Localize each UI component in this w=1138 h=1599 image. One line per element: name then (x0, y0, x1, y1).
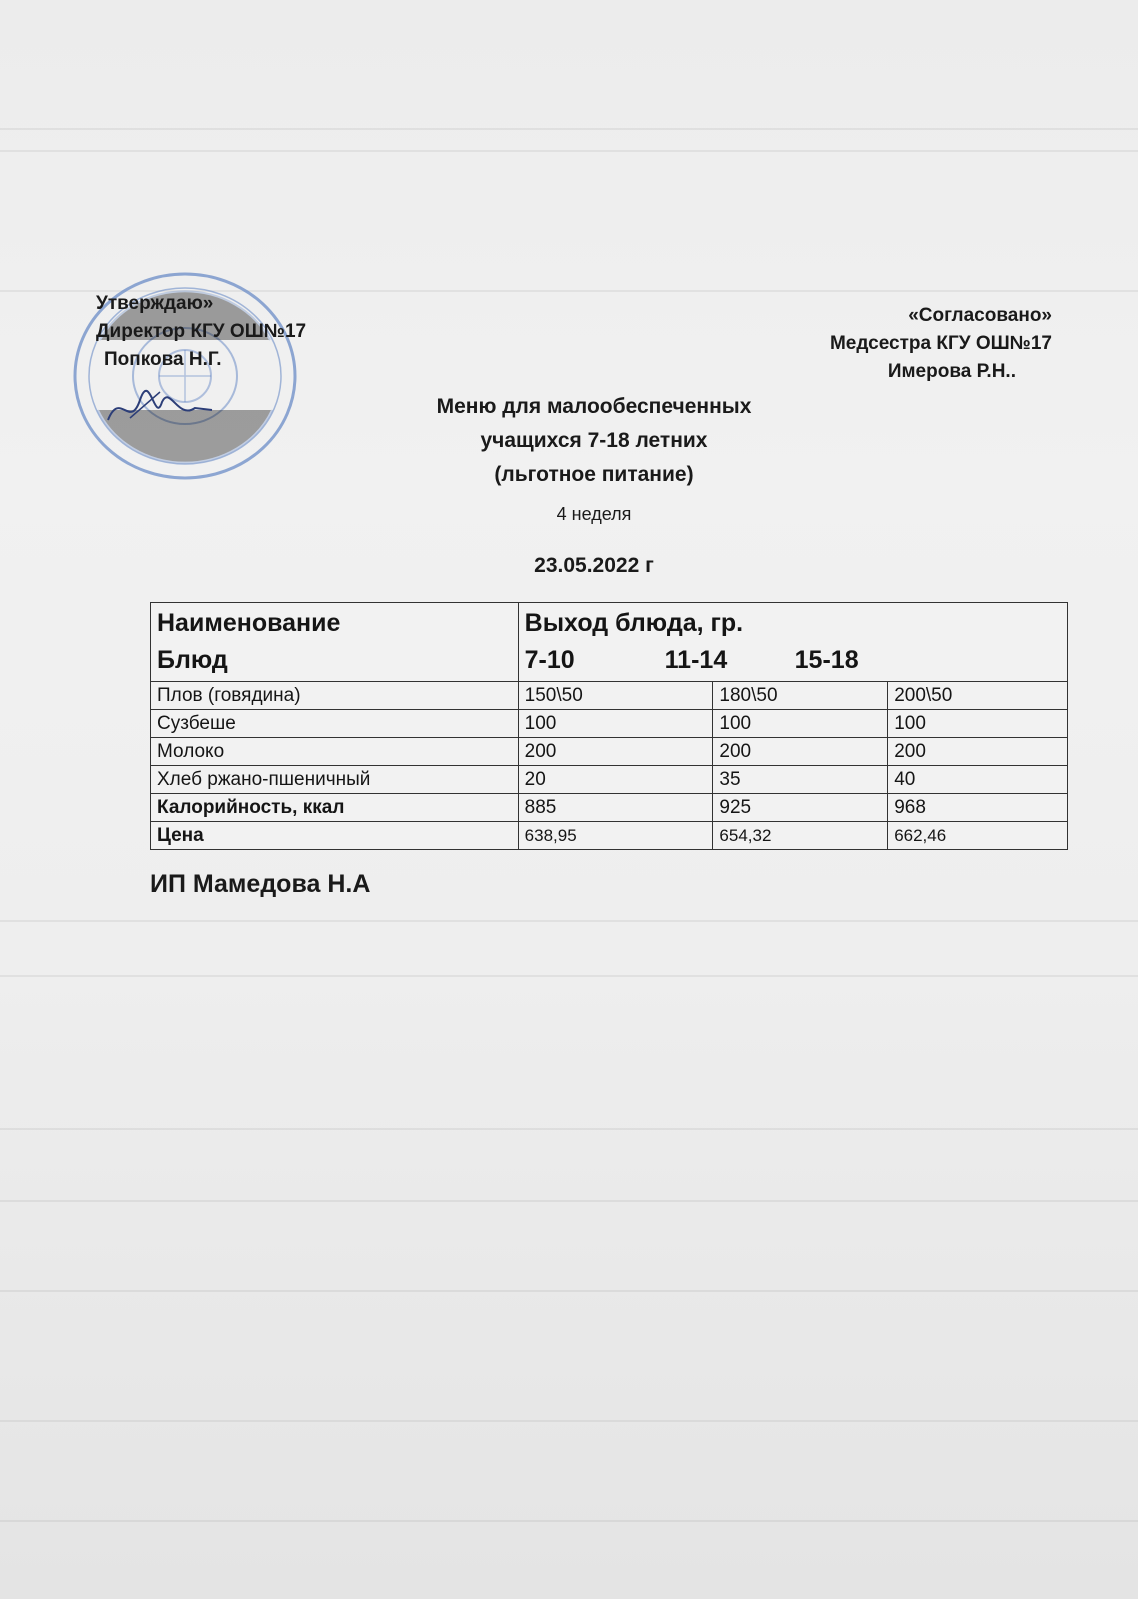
dish-name: Хлеб ржано-пшеничный (151, 766, 519, 794)
dish-name: Сузбеше (151, 710, 519, 738)
header-dish-name: Наименование Блюд (151, 603, 519, 682)
dish-name: Молоко (151, 738, 519, 766)
value-cell: 35 (713, 766, 888, 794)
dish-name: Плов (говядина) (151, 682, 519, 710)
calories-label: Калорийность, ккал (151, 794, 519, 822)
value-cell: 100 (713, 710, 888, 738)
value-cell: 200 (888, 738, 1068, 766)
agreed-line-2: Медсестра КГУ ОШ№17 (829, 333, 1052, 354)
value-cell: 654,32 (713, 822, 888, 850)
price-row (151, 822, 1068, 850)
value-cell: 200\50 (888, 682, 1068, 710)
title-line-1: Меню для малообеспеченных (436, 395, 752, 418)
table-header-row (151, 603, 1068, 682)
value-cell: 150\50 (518, 682, 713, 710)
agreed-block (830, 302, 1052, 386)
agreed-line-1: «Согласовано» (908, 305, 1052, 326)
age-groups (525, 642, 1061, 679)
approval-line-3: Попкова Н.Г. (104, 349, 222, 370)
approval-line-1: Утверждаю» (96, 293, 214, 314)
value-cell: 662,46 (888, 822, 1068, 850)
director-signature (100, 380, 220, 440)
value-cell: 638,95 (518, 822, 713, 850)
price-label: Цена (151, 822, 519, 850)
value-cell: 200 (713, 738, 888, 766)
value-cell: 925 (713, 794, 888, 822)
age-group: 7-10 (524, 646, 575, 674)
value-cell: 100 (518, 710, 713, 738)
table-row (151, 710, 1068, 738)
menu-date: 23.05.2022 г (534, 554, 654, 577)
value-cell: 20 (518, 766, 713, 794)
title-line-2: учащихся 7-18 летних (480, 429, 708, 452)
approval-block (96, 290, 306, 374)
menu-table (150, 602, 1068, 850)
value-cell: 180\50 (713, 682, 888, 710)
table-row (151, 738, 1068, 766)
table-row (151, 682, 1068, 710)
week-label: 4 неделя (556, 504, 632, 524)
value-cell: 200 (518, 738, 713, 766)
value-cell: 885 (518, 794, 713, 822)
age-group: 15-18 (794, 646, 859, 674)
approval-line-2: Директор КГУ ОШ№17 (96, 321, 307, 342)
supplier-name: ИП Мамедова Н.А (150, 870, 371, 898)
agreed-line-3: Имерова Р.Н.. (887, 361, 1016, 382)
value-cell: 968 (888, 794, 1068, 822)
calories-row (151, 794, 1068, 822)
table-row (151, 766, 1068, 794)
value-cell: 40 (888, 766, 1068, 794)
header-output: Выход блюда, гр. 7-10 11-14 15-18 (518, 603, 1067, 682)
value-cell: 100 (888, 710, 1068, 738)
age-group: 11-14 (664, 646, 728, 674)
title-line-3: (льготное питание) (494, 463, 694, 486)
